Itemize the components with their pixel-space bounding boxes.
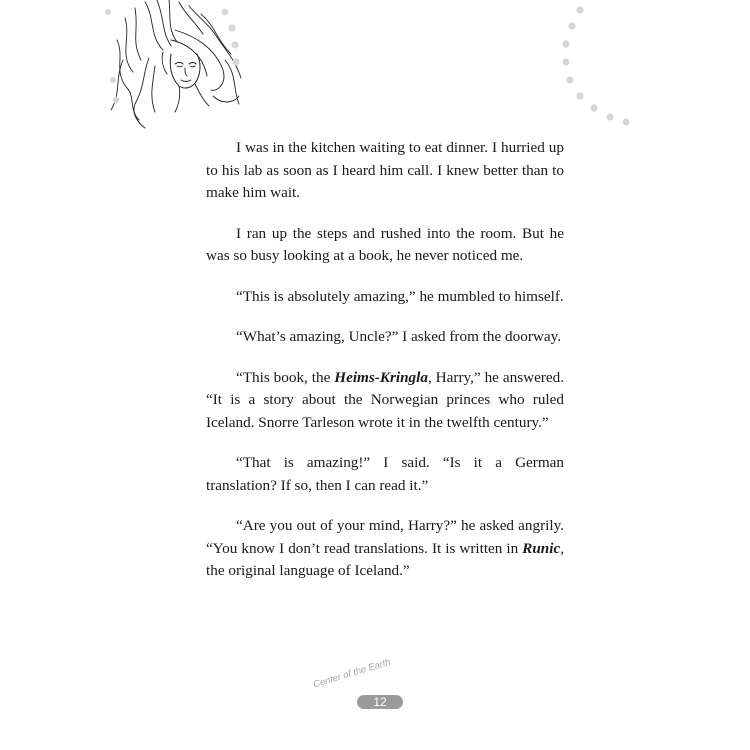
paragraph-text: , Harry,” he answered. “It is a story about the Norwegian princes who ruled Iceland. Snorre Tarleson wrote it in the twelfth century.” xyxy=(206,368,565,431)
paragraph xyxy=(206,223,564,268)
paragraph xyxy=(206,326,564,349)
paragraph-text: I ran up the steps and rushed into the room. But he was so busy looking at a book, he never noticed me. xyxy=(206,224,564,264)
book-title: Center of the Earth xyxy=(312,656,392,691)
paragraph-text: I was in the kitchen waiting to eat dinner. I hurried up to his lab as soon as I heard him call. I knew better than to make him wait. xyxy=(206,139,564,201)
paragraph xyxy=(206,452,564,497)
emphasized-title: Runic xyxy=(522,539,561,557)
page-footer xyxy=(300,656,420,712)
paragraph-text: “What’s amazing, Uncle?” I asked from the doorway. xyxy=(236,328,561,345)
paragraph xyxy=(206,515,564,583)
paragraph-text: “This is absolutely amazing,” he mumbled to himself. xyxy=(236,287,564,305)
paragraph-text: “Are you out of your mind, Harry?” he asked angrily. “You know I don’t read translations. It is written in xyxy=(206,517,564,557)
paragraph xyxy=(206,286,564,309)
story-text xyxy=(206,137,564,601)
paragraph-text: “This book, the xyxy=(236,368,335,386)
paragraph xyxy=(206,367,564,435)
paragraph xyxy=(206,137,564,205)
paragraph-text: “That is amazing!” I said. “Is it a German translation? If so, then I can read it.” xyxy=(206,454,564,494)
page-number: 12 xyxy=(373,695,387,709)
paragraph-text: , the original language of Iceland.” xyxy=(206,539,564,579)
emphasized-title: Heims-Kringla xyxy=(334,368,428,386)
woman-flowing-hair-illustration xyxy=(105,0,245,130)
